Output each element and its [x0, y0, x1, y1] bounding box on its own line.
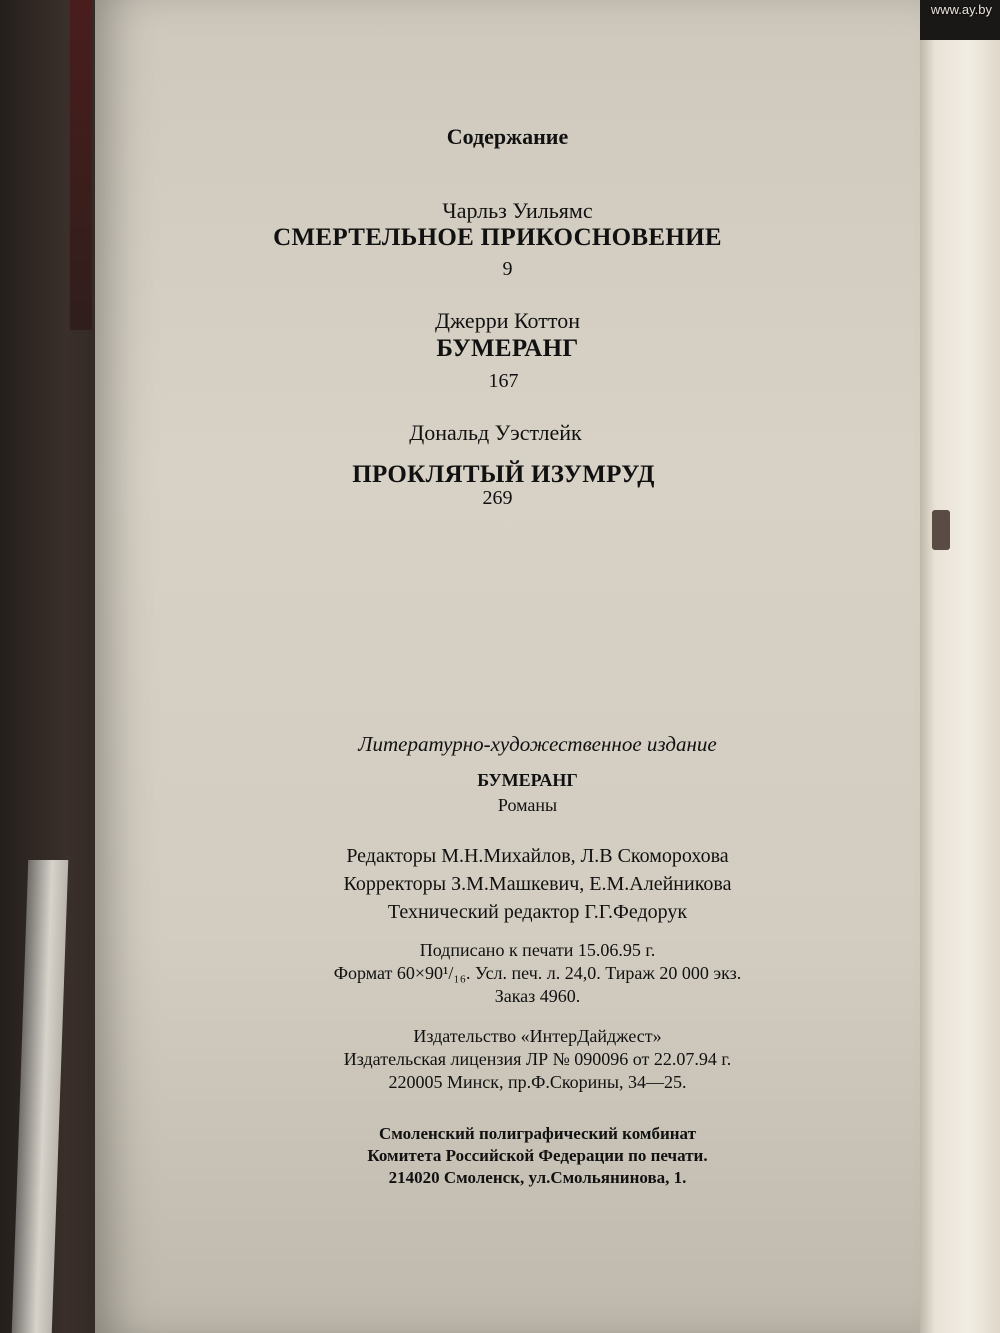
imprint-printer-address: 214020 Смоленск, ул.Смольянинова, 1. — [388, 1168, 687, 1187]
imprint-publisher: Издательство «ИнтерДайджест» — [413, 1026, 662, 1046]
toc-title-3: ПРОКЛЯТЫЙ ИЗУМРУД — [352, 461, 655, 488]
imprint-book-title: БУМЕРАНГ — [477, 770, 578, 790]
page-tear-mark — [932, 510, 950, 550]
imprint-tech-editor: Технический редактор Г.Г.Федорук — [387, 901, 688, 923]
imprint-editors: Редакторы М.Н.Михайлов, Л.В Скоморохова — [346, 845, 729, 867]
edition-type: Литературно-художественное издание — [358, 732, 717, 756]
toc-author-2: Джерри Коттон — [435, 308, 580, 333]
site-watermark: www.ay.by — [930, 2, 992, 17]
book-page — [95, 0, 920, 1333]
page-content — [95, 0, 920, 1333]
toc-page-1: 9 — [502, 258, 513, 280]
toc-page-3: 269 — [482, 487, 513, 509]
imprint-printer-line-1: Смоленский полиграфический комбинат — [379, 1124, 696, 1143]
book-spine-edge — [12, 860, 69, 1333]
imprint-license: Издательская лицензия ЛР № 090096 от 22.07.94 г. — [343, 1049, 732, 1069]
imprint-proofreaders: Корректоры З.М.Машкевич, Е.М.Алейникова — [343, 873, 732, 895]
book-cover-edge — [70, 0, 92, 330]
imprint-format: Формат 60×90¹/₁₆. Усл. печ. л. 24,0. Тираж 20 000 экз. — [333, 963, 742, 983]
toc-page-2: 167 — [488, 370, 519, 392]
toc-title-1: СМЕРТЕЛЬНОЕ ПРИКОСНОВЕНИЕ — [273, 224, 722, 251]
toc-author-3: Дональд Уэстлейк — [409, 420, 582, 445]
toc-author-1: Чарльз Уильямс — [442, 198, 593, 223]
imprint-genre: Романы — [497, 795, 558, 815]
imprint-signed: Подписано к печати 15.06.95 г. — [419, 940, 656, 960]
imprint-publisher-address: 220005 Минск, пр.Ф.Скорины, 34—25. — [388, 1072, 687, 1092]
contents-heading: Содержание — [446, 124, 569, 149]
toc-title-2: БУМЕРАНГ — [436, 335, 579, 362]
imprint-order: Заказ 4960. — [494, 986, 581, 1006]
imprint-printer-line-2: Комитета Российской Федерации по печати. — [367, 1146, 708, 1165]
